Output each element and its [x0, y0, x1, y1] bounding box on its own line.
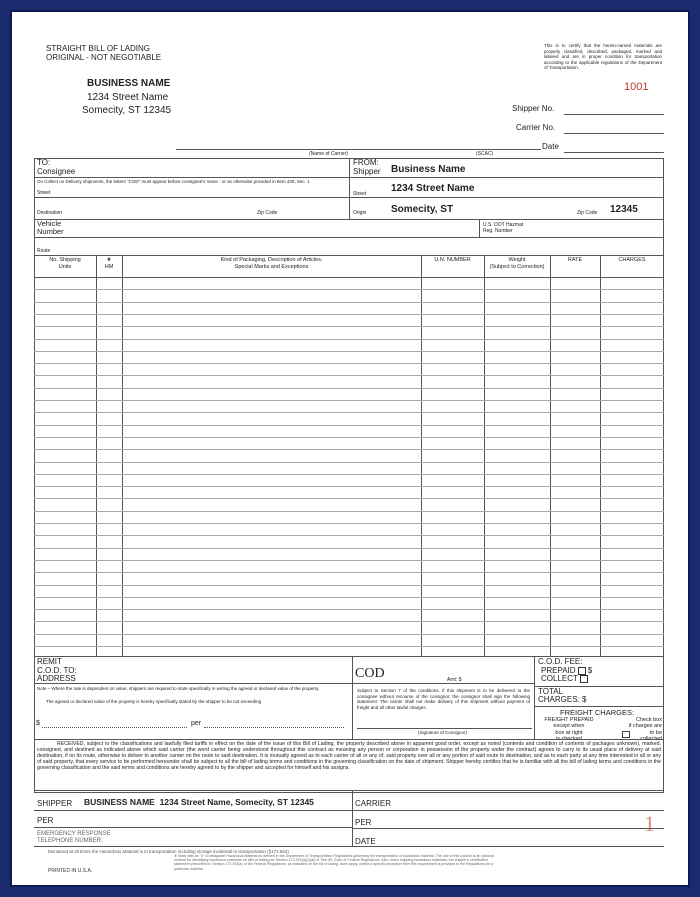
table-row[interactable]	[34, 646, 664, 647]
note-per: per	[191, 720, 202, 727]
business-city: Somecity, ST 12345	[82, 105, 172, 116]
shipper-line[interactable]	[349, 177, 664, 178]
form-title	[46, 44, 161, 62]
table-header-line-2: HM	[104, 263, 114, 270]
fp-line-3: box at right	[555, 729, 583, 736]
from-zip-value: 12345	[610, 204, 638, 215]
table-row[interactable]	[34, 363, 664, 364]
business-street: 1234 Street Name	[87, 92, 169, 103]
table-header-cell	[96, 257, 122, 270]
certify-text: This is to certify that the herein-named materials are properly classified, described, packaged, marked and labeled and are in proper condition for transportation according to the applicable regulations of the Department of Transportation.	[544, 43, 662, 70]
table-header-line-2: Special Marks and Exceptions	[234, 263, 309, 270]
to-zip-label: Zip Code	[257, 210, 278, 216]
carrier-signoff-label: CARRIER	[355, 799, 392, 808]
value-line[interactable]	[42, 727, 187, 728]
table-row[interactable]	[34, 339, 664, 340]
table-row[interactable]	[34, 523, 664, 524]
footer-fine-print: ★ Mark with an "X" to designate Hazardous Material as defined in the Department of Transportation Regulations governing the transportation of hazardous material. The use of this column is an optional method for identifying hazardous materials on bills of lading per Section 172.201(a)(1)(iii) of Title 49, Code of Federal Regulations. Also, when shipping hazardous materials, the shipper's certification statement prescribed in Section 172.204(a) of the Federal Regulations, as indicated on the bill of lading, does apply, unless a specific exception from this requirement is provided in the Regulations for a particular material.	[174, 854, 494, 871]
received-text: RECEIVED, subject to the classifications and lawfully filed tariffs in effect on the date of the issue of this Bill of Lading, the property described above in apparent good order, except as noted (contents and condition of contents of packages unknown), marked, consigned, and destined as indicated above which said carrier (the word carrier being understood throughout this contract as meaning any person or corporation in possession of the property under the contract) agrees to carry to its usual place of delivery at said destination, if on its route, otherwise to deliver to another carrier on the route to said destination. It is mutually agreed as to each carrier of all or any of, said property over all or any portion of said route to destination, and as to each party at any time interested in all or any of said property, that every service to be performed hereunder shall be subject to all the bill of lading terms and conditions in the governing classification on the date of shipment. Shipper hereby certifies that he is familiar with all the bill of lading terms and conditions in the governing classification and the said terms and conditions are hereby agreed to by the shipper and accepted for himself and his assigns.	[37, 741, 661, 771]
from-zip-label: Zip Code	[577, 210, 598, 216]
table-row[interactable]	[34, 585, 664, 586]
received-bottom-line	[34, 790, 664, 791]
table-row[interactable]	[34, 597, 664, 598]
table-row[interactable]	[34, 634, 664, 635]
table-row[interactable]	[34, 412, 664, 413]
table-row[interactable]	[34, 302, 664, 303]
to-street-line[interactable]	[34, 197, 349, 198]
consignee-label: Consignee	[37, 167, 76, 176]
per-line[interactable]	[204, 727, 344, 728]
table-header-line-1: CHARGES	[618, 257, 646, 263]
from-label: FROM:	[353, 158, 379, 167]
total-label: TOTAL	[538, 687, 564, 696]
from-street-label: Street	[353, 191, 367, 197]
table-row[interactable]	[34, 535, 664, 536]
from-street-line[interactable]	[349, 197, 664, 198]
received-top-line	[34, 739, 664, 740]
table-row[interactable]	[34, 609, 664, 610]
footer-monitor: Monitored at all times the Hazardous Material is in transportation including storage incidental to transportation (§172.604)	[48, 849, 289, 854]
shipper-no-line[interactable]	[564, 114, 664, 115]
emergency-label	[37, 831, 111, 845]
scac-caption: (SCAC)	[476, 151, 494, 157]
table-header-cell	[600, 257, 664, 264]
business-name: BUSINESS NAME	[87, 78, 171, 89]
to-from-divider	[349, 158, 350, 220]
cod-fee-label: C.O.D. FEE:	[538, 657, 583, 666]
from-street-value: 1234 Street Name	[391, 183, 475, 194]
vehicle-label-1: Vehicle	[37, 219, 62, 228]
table-row[interactable]	[34, 326, 664, 327]
fp-line-1: FREIGHT PREPAID	[544, 717, 594, 723]
freight-top-line	[534, 706, 664, 707]
per-right-line[interactable]	[352, 828, 664, 829]
table-row[interactable]	[34, 437, 664, 438]
table-row[interactable]	[34, 314, 664, 315]
vehicle-label	[37, 220, 64, 236]
date-label: Date	[542, 142, 559, 151]
table-header-cell	[550, 257, 600, 264]
table-header-line	[34, 277, 664, 278]
table-header-cell	[122, 257, 421, 270]
note-top-line	[34, 683, 534, 684]
cod-note: On Collect on Delivery shipments, the letters "COD" must appear before consignee's name - or as otherwise provided in Item 430, Sec. 1	[37, 179, 310, 184]
note-text-2: The agreed or declared value of the property is hereby specifically stated by the shipper to be not exceeding	[46, 699, 262, 704]
per-left-line[interactable]	[34, 827, 352, 828]
table-header-line-2: Units	[58, 263, 72, 270]
charges-label: CHARGES:	[538, 695, 580, 704]
table-row[interactable]	[34, 572, 664, 573]
fp-line-2: except when	[553, 723, 585, 730]
carrier-name-line[interactable]	[176, 149, 541, 150]
note-dollar: $	[36, 720, 40, 727]
cb-line-2: if charges are	[628, 723, 662, 730]
to-label: TO:	[37, 158, 51, 167]
table-header-line-1: Kind of Packaging, Description of Articles,	[220, 257, 323, 263]
emergency-line-2: TELEPHONE NUMBER:	[37, 838, 103, 844]
per-left-label: PER	[37, 816, 54, 825]
cod-divider	[352, 656, 353, 739]
dot-label	[483, 222, 523, 234]
bill-of-lading-form	[24, 26, 666, 874]
cb-line-1: Check box	[636, 717, 662, 723]
vehicle-divider	[479, 219, 480, 237]
date-signoff-line[interactable]	[352, 846, 664, 847]
emergency-line[interactable]	[34, 846, 352, 847]
carrier-no-label: Carrier No.	[516, 123, 556, 132]
shipper-signoff-line[interactable]	[34, 810, 352, 811]
remit-l3: ADDRESS	[37, 674, 76, 683]
table-row[interactable]	[34, 560, 664, 561]
per-right-label: PER	[355, 818, 372, 827]
section7-text: Subject to Section 7 of the conditions, if this shipment is to be delivered to the consignee without recourse of the consignor, the consignor shall sign the following statement: The carrier shall not make delivery of this shipment without payment of freight and all other lawful charges.	[357, 688, 530, 710]
origin-value: Somecity, ST	[391, 204, 454, 215]
table-row[interactable]	[34, 548, 664, 549]
table-header-line-1: ★	[106, 257, 112, 263]
note-text-1: Note – Where the rate is dependent on value, shippers are required to state specifically in writing the agreed or declared value of the property.	[37, 686, 320, 691]
table-row[interactable]	[34, 462, 664, 463]
table-header-cell	[421, 257, 484, 264]
table-row[interactable]	[34, 388, 664, 389]
freight-charges-label: FREIGHT CHARGES:	[560, 708, 635, 717]
title-line-2: ORIGINAL - NOT NEGOTIABLE	[46, 53, 162, 62]
fee-divider	[534, 656, 535, 739]
carrier-no-line[interactable]	[564, 133, 664, 134]
shipper-signoff-value: BUSINESS NAME 1234 Street Name, Somecity, ST 12345	[84, 797, 314, 807]
table-row[interactable]	[34, 400, 664, 401]
table-header-line-2: (Subject to Correction)	[489, 263, 545, 270]
bill-number: 1001	[624, 81, 649, 93]
table-row[interactable]	[34, 498, 664, 499]
title-line-1: STRAIGHT BILL OF LADING	[46, 44, 151, 53]
date-line[interactable]	[564, 152, 664, 153]
signature-caption: (Signature of Consignor)	[418, 730, 468, 735]
to-street-label: Street	[37, 190, 51, 196]
collect-freight-checkbox[interactable]	[622, 731, 630, 738]
origin-label: Origin	[353, 210, 367, 216]
table-top-line	[34, 255, 664, 256]
printed-in-usa: PRINTED IN U.S.A.	[48, 868, 93, 874]
cb-line-4: collected	[640, 735, 662, 742]
vehicle-label-2: Number	[37, 227, 64, 236]
table-header-cell	[484, 257, 550, 270]
fp-line-4: is checked	[556, 735, 582, 742]
cod-label: COD	[355, 666, 385, 681]
collect-label: COLLECT	[541, 674, 578, 684]
signature-line[interactable]	[357, 728, 532, 729]
table-header-cell	[34, 257, 96, 270]
date-signoff-label: DATE	[355, 837, 376, 846]
table-header-line-1: U.N. NUMBER	[434, 257, 471, 263]
page-mark: 1	[644, 811, 655, 836]
table-row[interactable]	[34, 474, 664, 475]
total-charges	[538, 688, 586, 704]
shipment-table	[34, 255, 664, 656]
table-row[interactable]	[34, 486, 664, 487]
table-row[interactable]	[34, 621, 664, 622]
cod-fee-block	[538, 658, 592, 684]
total-dollar: $	[582, 695, 587, 704]
carrier-signoff-line[interactable]	[352, 810, 664, 811]
table-row[interactable]	[34, 351, 664, 352]
consignee-line[interactable]	[34, 177, 349, 178]
dot-label-2: Reg. Number	[483, 228, 513, 234]
shipper-value: Business Name	[391, 164, 466, 175]
shipper-label: Shipper	[353, 167, 381, 176]
table-header-line-1: No. Shipping	[49, 257, 81, 263]
route-top-line	[34, 237, 664, 238]
table-header-line-1: RATE	[567, 257, 583, 263]
route-label: Route	[37, 248, 51, 254]
table-row[interactable]	[34, 375, 664, 376]
table-row[interactable]	[34, 511, 664, 512]
vehicle-top-line	[34, 219, 664, 220]
name-of-carrier-caption: (Name of Carrier)	[309, 151, 348, 157]
cod-amt-label: Amt: $	[447, 677, 462, 683]
fee-dollar: $	[587, 665, 593, 675]
remit-l1: REMIT	[37, 657, 62, 666]
remit-l2: C.O.D. TO:	[37, 665, 77, 675]
table-row[interactable]	[34, 289, 664, 290]
shipper-no-label: Shipper No.	[512, 104, 555, 113]
dot-label-1: U.S. DOT Hazmat	[483, 222, 524, 228]
table-row[interactable]	[34, 425, 664, 426]
prepaid-label: PREPAID	[541, 665, 576, 675]
table-header-line-1: Weight	[508, 257, 526, 263]
prepaid-checkbox[interactable]	[578, 667, 586, 675]
shipper-signoff-label: SHIPPER	[37, 799, 73, 808]
remit-label	[37, 658, 77, 684]
collect-checkbox[interactable]	[580, 675, 588, 683]
cb-line-3: to be	[649, 729, 662, 736]
destination-label: Destination	[37, 210, 63, 216]
table-row[interactable]	[34, 449, 664, 450]
signoff-divider	[352, 790, 353, 847]
emergency-line-1: EMERGENCY RESPONSE	[37, 831, 111, 837]
